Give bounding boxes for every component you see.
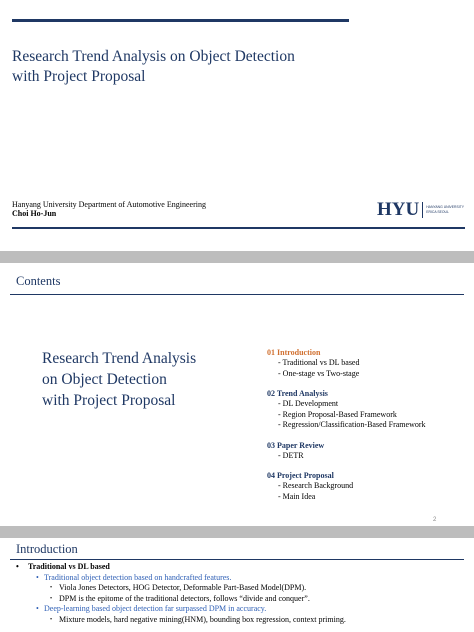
toc-item: - Traditional vs DL based	[278, 358, 360, 367]
bullet-dot-icon: •	[50, 616, 53, 623]
slide-separator	[0, 526, 474, 538]
author-name: Choi Ho-Jun	[12, 209, 57, 218]
bullet-dot-icon: •	[36, 572, 39, 582]
top-rule	[12, 19, 349, 22]
bullet-level-2	[16, 573, 466, 584]
bullet-level-3	[16, 615, 466, 626]
toc-section-title: 04 Project Proposal	[267, 471, 334, 480]
big-title-line-3: with Project Proposal	[42, 392, 176, 409]
bullet-level-1	[16, 562, 466, 573]
university-logo	[377, 200, 464, 220]
contents-big-title	[42, 348, 242, 411]
bullet-text: Viola Jones Detectors, HOG Detector, Deformable Part-Based Model(DPM).	[59, 583, 307, 592]
bottom-rule	[12, 227, 465, 229]
bullet-text: Deep-learning based object detection far surpassed DPM in accuracy.	[44, 604, 267, 613]
bullet-dot-icon: •	[50, 595, 53, 602]
toc-section-title: 01 Introduction	[267, 348, 321, 357]
toc-section	[267, 348, 467, 379]
toc-item: - DETR	[278, 450, 304, 460]
toc-item: - Region Proposal-Based Framework	[278, 409, 397, 419]
contents-slide	[0, 263, 474, 526]
big-title-line-1: Research Trend Analysis	[42, 350, 197, 367]
toc-section-title: 02 Trend Analysis	[267, 389, 328, 398]
organization: Hanyang University Department of Automotive Engineering	[12, 200, 206, 209]
bullet-dot-icon: •	[50, 585, 53, 591]
logo-sub-line-1: HANYANG UNIVERSITY	[426, 205, 465, 209]
page-number: 2	[433, 517, 437, 523]
bullet-text: Traditional vs DL based	[28, 562, 110, 571]
toc-item: - Regression/Classification-Based Framework	[278, 420, 426, 429]
heading-rule	[10, 559, 464, 560]
bullet-dot-icon: •	[36, 604, 39, 613]
logo-sub-line-2: ERICA SEOUL	[426, 210, 449, 214]
table-of-contents	[267, 348, 467, 512]
bullet-text: DPM is the epitome of the traditional detectors, follows “divide and conquer”.	[59, 593, 310, 603]
toc-item: - DL Development	[278, 399, 339, 408]
toc-section	[267, 389, 467, 431]
bullet-text: Traditional object detection based on handcrafted features.	[44, 572, 232, 582]
toc-section-title: 03 Paper Review	[267, 440, 325, 450]
logo-text: HYU	[377, 199, 420, 220]
bullet-text: Mixture models, hard negative mining(HNM), bounding box regression, context priming.	[59, 614, 346, 624]
heading-rule	[10, 294, 464, 295]
big-title-line-2: on Object Detection	[42, 371, 167, 388]
introduction-heading: Introduction	[16, 542, 78, 556]
logo-subtext	[422, 202, 464, 218]
toc-item: - Research Background	[278, 481, 354, 490]
bullet-level-3	[16, 583, 466, 594]
title-slide	[0, 0, 474, 251]
title-line-1: Research Trend Analysis on Object Detection	[12, 48, 295, 65]
bullet-dot-icon: •	[16, 562, 19, 571]
bullet-list	[16, 562, 466, 625]
introduction-slide	[0, 538, 474, 632]
toc-item: - Main Idea	[278, 491, 316, 501]
toc-section	[267, 441, 467, 462]
bullet-level-3	[16, 594, 466, 605]
toc-section	[267, 471, 467, 502]
bullet-level-2	[16, 604, 466, 615]
title-line-2: with Project Proposal	[12, 68, 146, 85]
contents-heading: Contents	[16, 274, 61, 288]
slide-separator	[0, 251, 474, 263]
presentation-title	[12, 47, 342, 87]
toc-item: - One-stage vs Two-stage	[278, 368, 360, 378]
